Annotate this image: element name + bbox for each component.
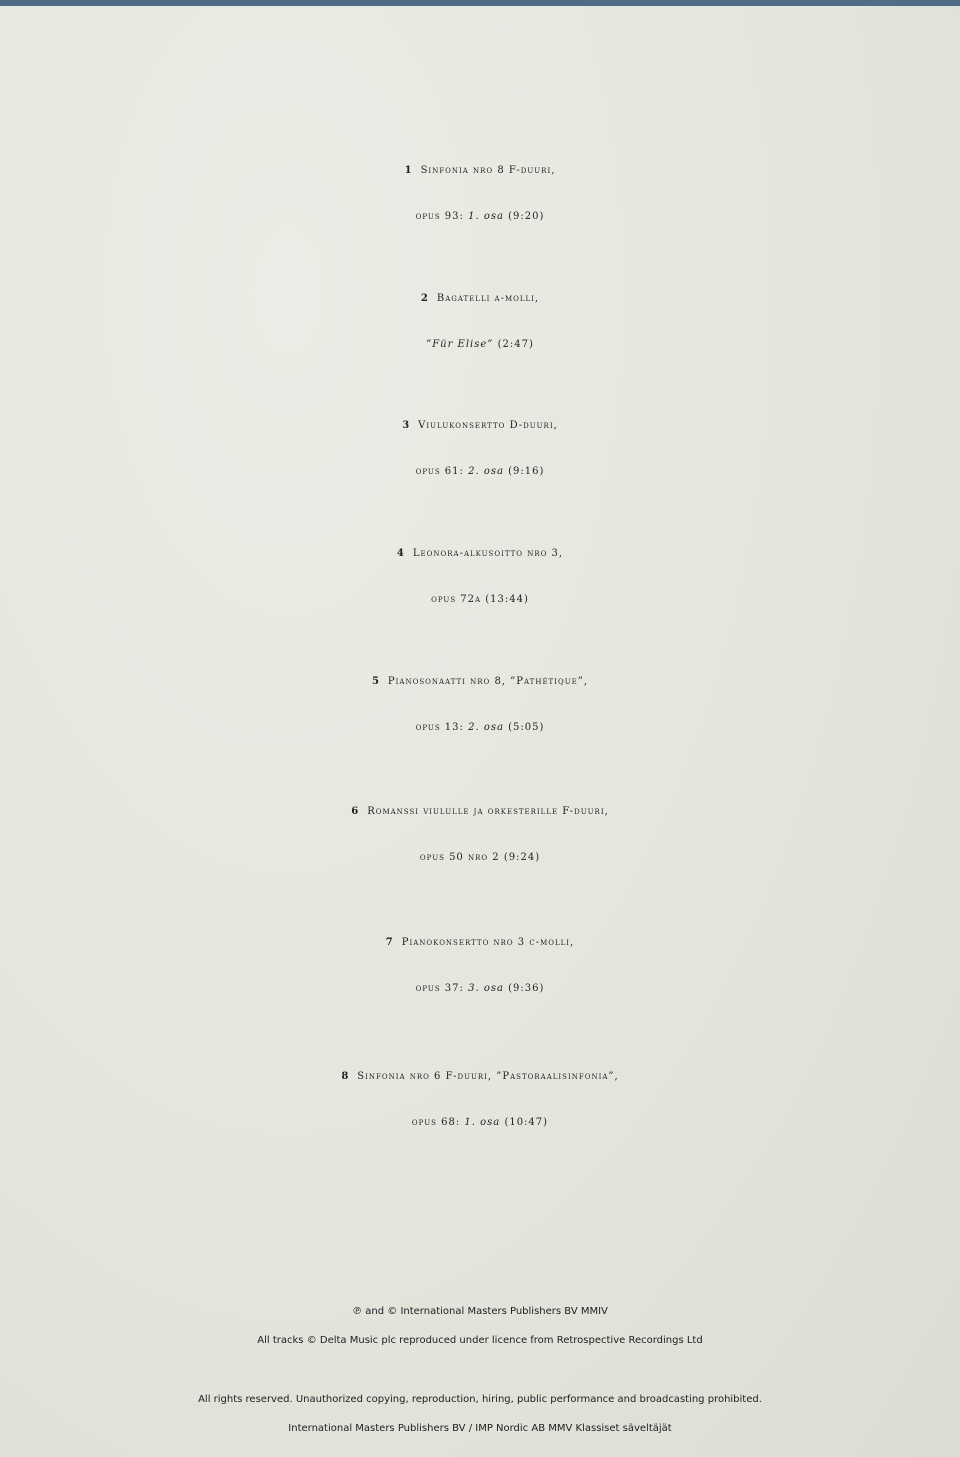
track-opus-line [0, 835, 960, 881]
track-item [0, 148, 960, 240]
track-opus-line [0, 1100, 960, 1146]
track-title-line [0, 659, 960, 705]
track-part: 1. osa [468, 211, 504, 222]
track-title: Sinfonia nro 8 F-duuri, [420, 165, 556, 176]
track-item [0, 789, 960, 881]
track-title-line [0, 920, 960, 966]
track-item [0, 276, 960, 368]
track-opus-line [0, 449, 960, 495]
track-opus: opus 72a [431, 594, 482, 605]
track-number: 1 [404, 165, 413, 176]
rights-line: All rights reserved. Unauthorized copying, reproduction, hiring, public performance and broadcasting prohibited. [198, 1394, 762, 1405]
track-title-line [0, 276, 960, 322]
track-duration: (9:36) [508, 983, 545, 994]
track-opus: opus 37: [415, 983, 464, 994]
track-item [0, 659, 960, 751]
track-number: 8 [341, 1071, 350, 1082]
track-opus: opus 61: [415, 466, 464, 477]
top-border-rule [0, 0, 960, 6]
track-opus: opus 93: [415, 211, 464, 222]
track-item [0, 920, 960, 1012]
track-opus: opus 50 nro 2 [419, 852, 500, 863]
track-number: 4 [396, 548, 405, 559]
track-title-line [0, 403, 960, 449]
track-title: Pianosonaatti nro 8, ”Pathétique”, [387, 676, 589, 687]
track-item [0, 1054, 960, 1146]
track-number: 5 [371, 676, 380, 687]
track-duration: (5:05) [508, 722, 545, 733]
track-item [0, 531, 960, 623]
track-part: 2. osa [468, 722, 504, 733]
track-opus: opus 68: [411, 1117, 461, 1128]
track-title-line [0, 531, 960, 577]
track-opus-line [0, 194, 960, 240]
track-duration: (9:16) [508, 466, 545, 477]
track-part: ”Für Elise” [426, 339, 494, 350]
track-opus-line [0, 705, 960, 751]
track-part: 3. osa [468, 983, 504, 994]
copyright-line: ℗ and © International Masters Publishers BV MMIV [352, 1306, 608, 1317]
publisher-line: International Masters Publishers BV / IMP Nordic AB MMV Klassiset säveltäjät [288, 1423, 672, 1434]
track-title: Bagatelli a-molli, [436, 293, 540, 304]
track-number: 3 [402, 420, 411, 431]
track-number: 2 [420, 293, 429, 304]
licence-line: All tracks © Delta Music plc reproduced under licence from Retrospective Recordings Ltd [257, 1335, 703, 1346]
track-title: Pianokonsertto nro 3 c-molli, [401, 937, 575, 948]
track-number: 6 [351, 806, 360, 817]
track-opus: opus 13: [415, 722, 464, 733]
track-part: 1. osa [464, 1117, 501, 1128]
track-title: Leonora-alkusoitto nro 3, [412, 548, 564, 559]
track-duration: (9:24) [503, 852, 541, 863]
track-opus-line [0, 966, 960, 1012]
track-title: Romanssi viululle ja orkesterille F-duuri, [367, 806, 609, 817]
track-opus-line [0, 577, 960, 623]
track-number: 7 [385, 937, 394, 948]
track-title: Sinfonia nro 6 F-duuri, ”Pastoraalisinfonia”, [357, 1071, 619, 1082]
track-duration: (2:47) [497, 339, 534, 350]
track-opus-line [0, 322, 960, 368]
track-title-line [0, 789, 960, 835]
track-duration: (13:44) [485, 594, 529, 605]
track-title-line [0, 148, 960, 194]
track-duration: (9:20) [508, 211, 545, 222]
track-title: Viulukonsertto D-duuri, [418, 420, 558, 431]
track-item [0, 403, 960, 495]
track-title-line [0, 1054, 960, 1100]
track-part: 2. osa [468, 466, 504, 477]
track-duration: (10:47) [504, 1117, 549, 1128]
